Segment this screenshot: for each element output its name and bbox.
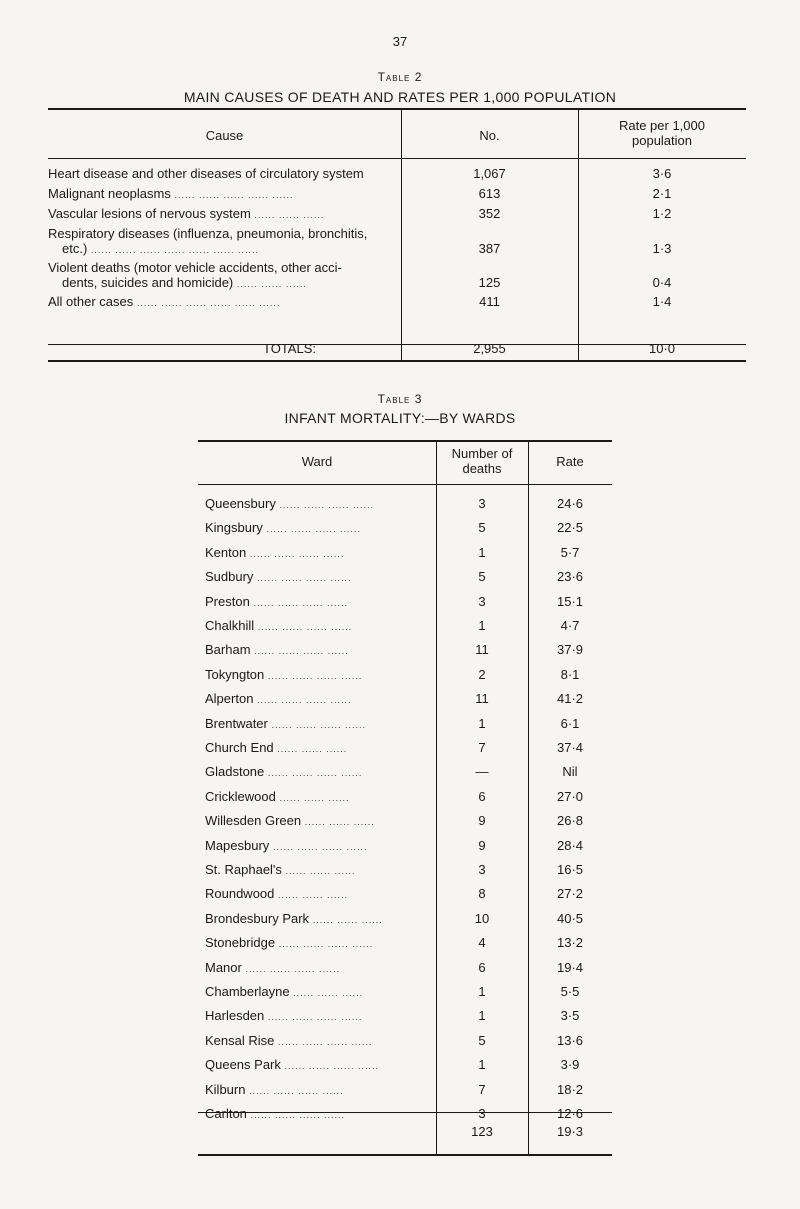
table3-ward xyxy=(205,716,433,733)
table3-leader-dots: ...... ...... ...... ...... xyxy=(267,670,363,681)
table3-rate: 13·6 xyxy=(556,1032,584,1048)
table3-leader-dots: ...... ...... ...... ...... xyxy=(257,695,352,706)
table3-deaths: 8 xyxy=(478,886,486,902)
table3-ward xyxy=(205,984,433,1001)
table2-leader-dots: ...... ...... ...... xyxy=(254,210,325,220)
table3-row xyxy=(198,886,612,911)
table2-number: 1,067 xyxy=(473,166,506,181)
table3-rate: 40·5 xyxy=(556,910,584,926)
table3-deaths: 5 xyxy=(478,569,486,585)
table3-ward xyxy=(205,1057,433,1074)
table3-deaths: 5 xyxy=(478,520,486,536)
table3-deaths: 3 xyxy=(478,593,486,609)
table3-rate: 12·6 xyxy=(556,1106,584,1121)
table3-deaths: 1 xyxy=(478,1057,486,1073)
table3-ward-name: Preston xyxy=(205,593,250,609)
table3-ward-name: Alperton xyxy=(205,691,254,707)
table3-bottom-rule xyxy=(198,1154,612,1156)
table3-deaths: 5 xyxy=(478,1032,486,1048)
table3-leader-dots: ...... ...... ...... xyxy=(278,890,349,901)
table3-rate: 41·2 xyxy=(556,691,584,707)
table3-ward-name: Church End xyxy=(205,740,274,755)
table2-cause xyxy=(48,186,398,203)
table3-row xyxy=(198,716,612,741)
table3-ward-name: Tokyngton xyxy=(205,666,265,682)
table3-deaths: 7 xyxy=(478,1081,486,1097)
table2-cause-line1: Violent deaths (motor vehicle accidents, other acci- xyxy=(48,260,342,275)
table3-deaths: 11 xyxy=(475,642,489,658)
table3-leader-dots: ...... ...... ...... ...... xyxy=(253,597,348,608)
table3-row xyxy=(198,838,612,863)
table3-rate: 3·9 xyxy=(560,1057,580,1073)
table3-leader-dots: ...... ...... ...... ...... xyxy=(272,841,368,852)
table3-ward-name: Chamberlayne xyxy=(205,984,290,999)
table3-rate: 27·0 xyxy=(556,788,584,804)
table3-ward-name: St. Raphael's xyxy=(205,862,282,877)
table3-row xyxy=(198,984,612,1009)
table3-ward-name: Chalkhill xyxy=(205,618,255,633)
table2-cause-line2: dents, suicides and homicide) xyxy=(62,275,234,290)
table3-leader-dots: ...... ...... ...... ...... xyxy=(271,719,367,730)
table3-header-deaths xyxy=(436,446,528,476)
table3-row xyxy=(198,862,612,887)
table2-totals-number: 2,955 xyxy=(473,341,506,356)
table3-row xyxy=(198,691,612,716)
table3-row xyxy=(198,935,612,960)
table3-row xyxy=(198,642,612,667)
table2-cause-line1: Malignant neoplasms xyxy=(48,186,171,201)
table3-ward xyxy=(205,813,433,830)
table3-ward-name: Stonebridge xyxy=(205,935,276,951)
table3-ward xyxy=(205,569,433,586)
table3-leader-dots: ...... ...... ...... ...... xyxy=(245,963,340,974)
table3-ward xyxy=(205,642,433,659)
table2-number: 411 xyxy=(479,294,500,309)
table3-ward-name: Kilburn xyxy=(205,1081,246,1097)
table3-header-rate: Rate xyxy=(556,454,584,469)
table2-leader-dots: ...... ...... ...... ...... ...... ...... ...... xyxy=(90,245,259,255)
table3-deaths: 9 xyxy=(478,837,486,853)
table3-ward-name: Queensbury xyxy=(205,496,276,511)
table3-ward-name: Roundwood xyxy=(205,886,275,902)
table2-cause-line1: Respiratory diseases (influenza, pneumonia, bronchitis, xyxy=(48,226,368,241)
table2-top-rule xyxy=(48,108,746,110)
table2-cause xyxy=(48,206,398,223)
table3-ward-name: Kensal Rise xyxy=(205,1032,275,1048)
table3-deaths: 11 xyxy=(475,691,489,707)
table2-cause-line1: Heart disease and other diseases of circulatory system xyxy=(48,166,364,181)
table3-rate: 37·4 xyxy=(556,740,584,755)
table2-header-rate xyxy=(578,118,746,148)
table3-rate: 24·6 xyxy=(556,496,584,511)
table2-rate: 0·4 xyxy=(652,275,672,290)
table3-header-deaths-line1: Number of xyxy=(451,446,513,461)
table3-leader-dots: ...... ...... ...... xyxy=(293,988,364,998)
table3-deaths: 10 xyxy=(474,910,490,926)
table2-rate: 2·1 xyxy=(652,186,672,201)
table3-ward xyxy=(205,935,433,952)
table3-rate: 26·8 xyxy=(556,813,584,829)
table2-header-rule xyxy=(48,158,746,159)
table2-rate: 1·4 xyxy=(652,294,672,309)
table3-row xyxy=(198,911,612,936)
table2-header-cause: Cause xyxy=(205,128,244,143)
table2-header-number: No. xyxy=(479,128,500,143)
page-number: 37 xyxy=(392,34,408,49)
table3-deaths: 6 xyxy=(478,788,486,804)
table3-leader-dots: ...... ...... ...... ...... xyxy=(250,1110,346,1120)
table3-rate: 5·5 xyxy=(560,984,580,999)
table3-row xyxy=(198,960,612,985)
table3-deaths: 7 xyxy=(478,740,486,755)
table2-totals-rule xyxy=(48,360,746,362)
table3-leader-dots: ...... ...... ...... ...... xyxy=(249,548,345,559)
table3-ward-name: Sudbury xyxy=(205,569,254,585)
table3-deaths: 4 xyxy=(478,935,486,951)
table3-ward-name: Queens Park xyxy=(205,1057,281,1073)
table3-rate: 22·5 xyxy=(556,520,584,536)
table3-ward xyxy=(205,618,433,635)
table3-ward xyxy=(205,1008,433,1025)
table3-ward xyxy=(205,789,433,806)
table3-rate: 18·2 xyxy=(556,1081,584,1097)
table3-ward xyxy=(205,911,433,928)
table3-rate: 28·4 xyxy=(556,837,584,853)
table3-ward-name: Carlton xyxy=(205,1106,247,1121)
table3-leader-dots: ...... ...... ...... ...... xyxy=(278,939,374,950)
table3-leader-dots: ...... ...... ...... xyxy=(279,792,350,803)
table3-ward-name: Willesden Green xyxy=(205,813,302,829)
table3-rate: 37·9 xyxy=(556,642,584,658)
table3-leader-dots: ...... ...... ...... xyxy=(312,914,383,925)
table3-ward xyxy=(205,838,433,855)
table3-row xyxy=(198,1033,612,1058)
table3-rate: 3·5 xyxy=(560,1008,580,1024)
table2-label: Table 2 xyxy=(377,70,423,84)
table3-row xyxy=(198,764,612,789)
table3-rate: 13·2 xyxy=(556,935,584,951)
table3-header-ward: Ward xyxy=(301,454,333,469)
table3-ward-name: Brondesbury Park xyxy=(205,910,310,926)
table2-rate: 1·2 xyxy=(652,206,672,221)
table3-top-rule xyxy=(198,440,612,442)
table2-cause xyxy=(48,226,398,258)
table2-leader-dots: ...... ...... ...... ...... ...... xyxy=(174,190,294,200)
table3-rate: 8·1 xyxy=(560,666,580,682)
table3-ward xyxy=(205,594,433,611)
table3-deaths: 3 xyxy=(478,862,486,877)
table3-rate: Nil xyxy=(562,764,578,780)
table3-ward xyxy=(205,496,433,513)
table3-leader-dots: ...... ...... ...... ...... xyxy=(267,768,363,779)
table3-deaths: 1 xyxy=(478,544,486,560)
table2-cause-line1: Vascular lesions of nervous system xyxy=(48,206,251,221)
table3-ward-name: Barham xyxy=(205,642,251,658)
table2-number: 125 xyxy=(478,275,501,290)
table3-ward-name: Manor xyxy=(205,959,242,975)
table3-leader-dots: ...... ...... ...... ...... xyxy=(249,1085,344,1096)
table3-leader-dots: ...... ...... ...... xyxy=(285,866,356,876)
table3-deaths: 3 xyxy=(478,1106,486,1121)
table3-header-deaths-line2: deaths xyxy=(462,461,502,476)
table2-rate: 3·6 xyxy=(652,166,672,181)
table3-label: Table 3 xyxy=(377,392,423,406)
table3-deaths: 1 xyxy=(478,984,486,999)
table3-row xyxy=(198,1082,612,1107)
table3-deaths: 9 xyxy=(478,813,486,829)
table3-row xyxy=(198,1057,612,1082)
table3-ward xyxy=(205,545,433,562)
table3-header-rule xyxy=(198,484,612,485)
table2-header-rate-line1: Rate per 1,000 xyxy=(618,118,705,133)
table3-ward xyxy=(205,1106,433,1123)
table3-row xyxy=(198,496,612,521)
table3-row xyxy=(198,789,612,814)
table3-row xyxy=(198,740,612,765)
table3-rate: 5·7 xyxy=(560,544,580,560)
table3-rate: 15·1 xyxy=(556,593,584,609)
table3-ward xyxy=(205,740,433,757)
table3-ward xyxy=(205,520,433,537)
table3-ward xyxy=(205,960,433,977)
table3-ward xyxy=(205,1082,433,1099)
table3-ward xyxy=(205,764,433,781)
table3-leader-dots: ...... ...... ...... ...... xyxy=(266,524,361,535)
table2-cause xyxy=(48,166,398,183)
table2-cause xyxy=(48,294,398,311)
table3-rate: 19·4 xyxy=(556,959,584,975)
table3-ward xyxy=(205,691,433,708)
table3-deaths: 6 xyxy=(478,959,486,975)
table3-leader-dots: ...... ...... ...... ...... xyxy=(257,622,353,632)
table3-ward-name: Harlesden xyxy=(205,1008,265,1024)
table3-rate: 6·1 xyxy=(560,715,580,731)
table2-header-rate-line2: population xyxy=(632,133,692,148)
table3-row xyxy=(198,813,612,838)
table3-row xyxy=(198,594,612,619)
table3-totals-deaths: 123 xyxy=(471,1124,493,1139)
table3-title: INFANT MORTALITY:—BY WARDS xyxy=(284,410,516,426)
table2-rate: 1·3 xyxy=(652,241,672,256)
table3-ward-name: Kingsbury xyxy=(205,520,263,536)
table2-cause xyxy=(48,260,398,292)
table3-ward xyxy=(205,886,433,903)
table3-ward xyxy=(205,862,433,879)
table3-deaths: 3 xyxy=(478,496,486,511)
table2-number: 613 xyxy=(478,186,501,201)
table2-divider xyxy=(401,108,402,360)
table2-cause-line2: etc.) xyxy=(62,241,88,256)
table3-deaths: 1 xyxy=(478,618,486,633)
table3-deaths: 1 xyxy=(478,1008,486,1024)
table3-totals-rate: 19·3 xyxy=(556,1124,584,1139)
table3-row xyxy=(198,1008,612,1033)
table3-ward-name: Kenton xyxy=(205,544,247,560)
table3-leader-dots: ...... ...... ...... ...... xyxy=(279,500,374,510)
table2-title: MAIN CAUSES OF DEATH AND RATES PER 1,000 POPULATION xyxy=(183,89,617,105)
table2-number: 387 xyxy=(478,241,501,256)
table3-row xyxy=(198,520,612,545)
table3-deaths: 2 xyxy=(478,666,486,682)
table3-rate: 27·2 xyxy=(556,886,584,902)
table2-leader-dots: ...... ...... ...... xyxy=(236,279,307,289)
table3-leader-dots: ...... ...... ...... xyxy=(277,744,348,754)
table2-leader-dots: ...... ...... ...... ...... ...... ...... xyxy=(136,298,281,308)
table3-rate: 16·5 xyxy=(556,862,584,877)
table3-leader-dots: ...... ...... ...... xyxy=(304,817,375,828)
table3-ward-name: Brentwater xyxy=(205,715,268,731)
table3-ward-name: Mapesbury xyxy=(205,837,270,853)
table3-ward-name: Cricklewood xyxy=(205,788,276,804)
table3-row xyxy=(198,618,612,643)
table3-row xyxy=(198,545,612,570)
table3-leader-dots: ...... ...... ...... ...... xyxy=(257,573,352,584)
table3-ward-name: Gladstone xyxy=(205,764,265,780)
table3-leader-dots: ...... ...... ...... ...... xyxy=(254,646,349,657)
table2-number: 352 xyxy=(478,206,501,221)
table3-rate: 23·6 xyxy=(556,569,584,585)
table3-deaths: — xyxy=(475,764,489,780)
table2-cause-line1: All other cases xyxy=(48,294,134,309)
table3-rate: 4·7 xyxy=(560,618,580,633)
table3-deaths: 1 xyxy=(478,715,486,731)
table3-ward xyxy=(205,667,433,684)
table3-leader-dots: ...... ...... ...... ...... xyxy=(278,1036,373,1047)
table2-totals-rate: 10·0 xyxy=(648,341,676,356)
table3-row xyxy=(198,667,612,692)
table3-ward xyxy=(205,1033,433,1050)
table3-leader-dots: ...... ...... ...... ...... xyxy=(267,1012,363,1023)
table3-leader-dots: ...... ...... ...... ...... xyxy=(284,1061,380,1072)
table3-row xyxy=(198,569,612,594)
table2-totals-label: TOTALS: xyxy=(263,341,316,356)
